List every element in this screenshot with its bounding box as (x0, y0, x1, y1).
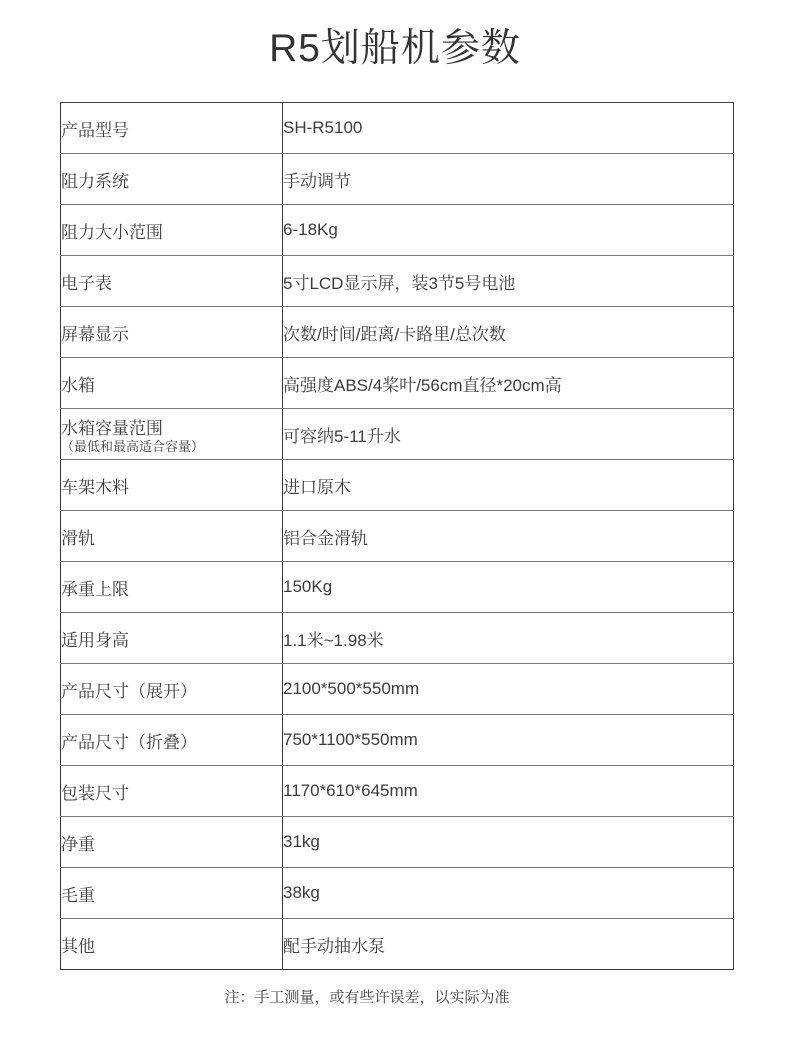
spec-label: 包装尺寸 (61, 766, 283, 817)
spec-label: 净重 (61, 817, 283, 868)
spec-label: 承重上限 (61, 562, 283, 613)
spec-label: 产品尺寸（展开） (61, 664, 283, 715)
spec-label: 阻力系统 (61, 154, 283, 205)
spec-label (61, 409, 283, 460)
spec-value: 150Kg (283, 562, 734, 613)
table-row (61, 154, 734, 205)
spec-label-main: 水箱容量范围 (61, 418, 163, 438)
spec-table (60, 102, 734, 970)
table-row (61, 358, 734, 409)
page-title: R5划船机参数 (269, 27, 521, 70)
spec-label-sub: （最低和最高适合容量） (61, 438, 205, 454)
table-row (61, 307, 734, 358)
table-row (61, 256, 734, 307)
spec-value: 高强度ABS/4桨叶/56cm直径*20cm高 (283, 358, 734, 409)
spec-label: 屏幕显示 (61, 307, 283, 358)
spec-value: 铝合金滑轨 (283, 511, 734, 562)
spec-value: 次数/时间/距离/卡路里/总次数 (283, 307, 734, 358)
spec-label: 电子表 (61, 256, 283, 307)
spec-label: 产品型号 (61, 103, 283, 154)
spec-value: 38kg (283, 868, 734, 919)
spec-label: 其他 (61, 919, 283, 970)
spec-value: SH-R5100 (283, 103, 734, 154)
spec-label: 产品尺寸（折叠） (61, 715, 283, 766)
table-row (61, 205, 734, 256)
spec-value: 31kg (283, 817, 734, 868)
spec-value: 可容纳5-11升水 (283, 409, 734, 460)
footnote: 注：手工测量，或有些许误差，以实际为准 (224, 989, 510, 1006)
spec-value: 1170*610*645mm (283, 766, 734, 817)
table-row (61, 868, 734, 919)
spec-label: 车架木料 (61, 460, 283, 511)
spec-value: 6-18Kg (283, 205, 734, 256)
spec-value: 750*1100*550mm (283, 715, 734, 766)
spec-value: 手动调节 (283, 154, 734, 205)
spec-value: 5寸LCD显示屏，装3节5号电池 (283, 256, 734, 307)
table-row (61, 715, 734, 766)
spec-label: 水箱 (61, 358, 283, 409)
spec-label: 滑轨 (61, 511, 283, 562)
spec-label: 适用身高 (61, 613, 283, 664)
table-row (61, 562, 734, 613)
spec-value: 1.1米~1.98米 (283, 613, 734, 664)
table-row (61, 103, 734, 154)
table-row (61, 409, 734, 460)
spec-label: 阻力大小范围 (61, 205, 283, 256)
spec-label: 毛重 (61, 868, 283, 919)
table-row (61, 766, 734, 817)
table-row (61, 919, 734, 970)
spec-value: 配手动抽水泵 (283, 919, 734, 970)
table-row (61, 511, 734, 562)
table-row (61, 664, 734, 715)
spec-value: 进口原木 (283, 460, 734, 511)
spec-value: 2100*500*550mm (283, 664, 734, 715)
table-row (61, 460, 734, 511)
table-row (61, 817, 734, 868)
table-row (61, 613, 734, 664)
